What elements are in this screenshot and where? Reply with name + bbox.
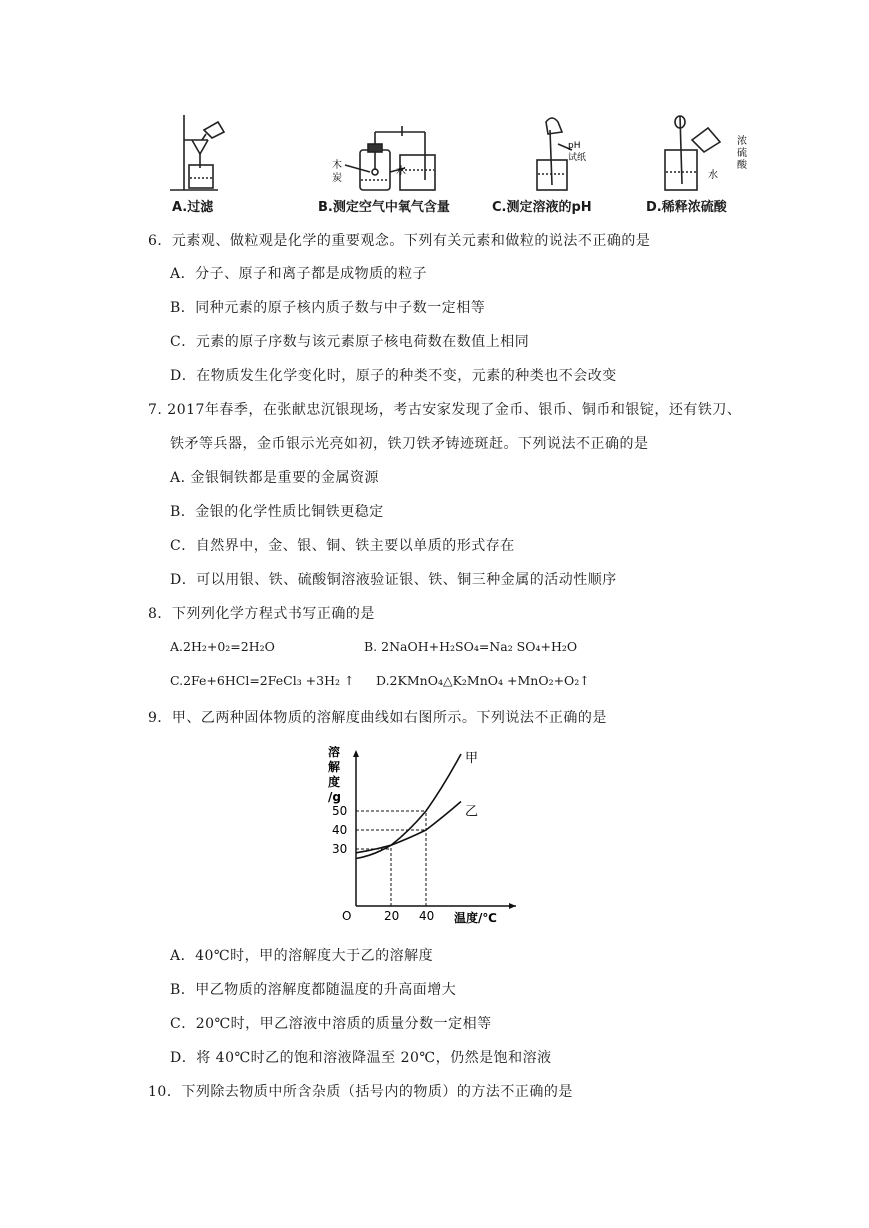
q6-option-b: B．同种元素的原子核内质子数与中子数一定相等 <box>170 300 486 316</box>
q8-stem: 8．下列列化学方程式书写正确的是 <box>148 606 375 622</box>
caption-b: B.测定空气中氧气含量 <box>318 200 450 215</box>
q9-option-c: C．20℃时，甲乙溶液中溶质的质量分数一定相等 <box>170 1016 492 1032</box>
q6-option-d: D．在物质发生化学变化时，原子的种类不变，元素的种类也不会改变 <box>170 368 617 384</box>
q7-stem-2: 铁矛等兵器，金币银示光亮如初，铁刀铁矛铸迹斑赶。下列说法不正确的是 <box>170 436 649 452</box>
q7-option-a: A. 金银铜铁都是重要的金属资源 <box>170 470 380 486</box>
solubility-chart <box>326 746 526 926</box>
origin-label: O <box>342 909 352 923</box>
y-axis-label-part-1: 解 <box>328 760 341 774</box>
caption-a: A.过滤 <box>172 200 214 215</box>
series-yi-curve <box>356 802 461 853</box>
q8-option-c: C.2Fe+6HCl=2FeCl₃ +3H₂ ↑ <box>170 673 355 688</box>
y-axis-label-part-2: 度 <box>328 775 341 789</box>
b-carbon-label-2: 炭 <box>332 173 342 184</box>
q9-stem: 9．甲、乙两种固体物质的溶解度曲线如右图所示。下列说法不正确的是 <box>148 710 607 726</box>
series-yi-label: 乙 <box>465 804 479 820</box>
x-axis-label: 温度/℃ <box>454 911 497 925</box>
series-jia-curve <box>356 754 461 859</box>
b-water-label: 水 <box>396 166 406 177</box>
oxygen-apparatus <box>345 126 435 190</box>
y-tick-label-30: 30 <box>332 842 348 856</box>
q9-option-d: D．将 40℃时乙的饱和溶液降温至 20℃，仍然是饱和溶液 <box>170 1050 552 1066</box>
y-axis-label-part-3: /g <box>328 790 341 804</box>
q9-option-a: A．40℃时，甲的溶解度大于乙的溶解度 <box>170 948 434 964</box>
y-tick-label-40: 40 <box>332 823 348 837</box>
q6-option-c: C．元素的原子序数与该元素原子核电荷数在数值上相同 <box>170 334 530 350</box>
q8-option-b: B. 2NaOH+H₂SO₄=Na₂ SO₄+H₂O <box>364 639 578 654</box>
b-carbon-label-1: 木 <box>332 160 342 171</box>
filtration-apparatus <box>170 115 224 190</box>
q8-option-d: D.2KMnO₄△K₂MnO₄ +MnO₂+O₂↑ <box>376 673 590 688</box>
d-water-label: 水 <box>708 170 718 181</box>
x-tick-label-20: 20 <box>384 909 400 923</box>
q7-option-b: B．金银的化学性质比铜铁更稳定 <box>170 504 384 520</box>
c-ph-label-1: pH <box>568 141 581 151</box>
y-tick-label-50: 50 <box>332 804 348 818</box>
q6-stem: 6．元素观、做粒观是化学的重要观念。下列有关元素和做粒的说法不正确的是 <box>148 233 651 249</box>
series-jia-label: 甲 <box>465 751 479 766</box>
y-axis-label-part-0: 溶 <box>328 746 341 759</box>
q7-option-c: C．自然界中，金、银、铜、铁主要以单质的形式存在 <box>170 538 515 554</box>
ph-apparatus <box>537 118 572 190</box>
y-axis-arrow <box>353 750 359 757</box>
q9-option-b: B．甲乙物质的溶解度都随温度的升高面增大 <box>170 982 457 998</box>
q6-option-a: A．分子、原子和离子都是成物质的粒子 <box>170 266 428 282</box>
q8-option-a: A.2H₂+0₂=2H₂O <box>170 639 275 654</box>
x-axis-arrow <box>509 903 516 909</box>
caption-c: C.测定溶液的pH <box>492 200 592 215</box>
caption-d: D.稀释浓硫酸 <box>646 200 727 215</box>
x-tick-label-40: 40 <box>419 909 435 923</box>
d-acid-label-3: 酸 <box>737 160 747 171</box>
q7-stem-1: 7. 2017年春季，在张献忠沉银现场，考古安家发现了金币、银币、铜币和银锭，还有铁刀、 <box>148 402 742 418</box>
d-acid-label-1: 浓 <box>737 136 747 147</box>
c-ph-label-2: 试纸 <box>568 153 587 163</box>
q10-stem: 10．下列除去物质中所含杂质（括号内的物质）的方法不正确的是 <box>148 1084 573 1100</box>
q7-option-d: D．可以用银、铁、硫酸铜溶液验证银、铁、铜三种金属的活动性顺序 <box>170 572 617 588</box>
d-acid-label-2: 硫 <box>737 148 747 159</box>
